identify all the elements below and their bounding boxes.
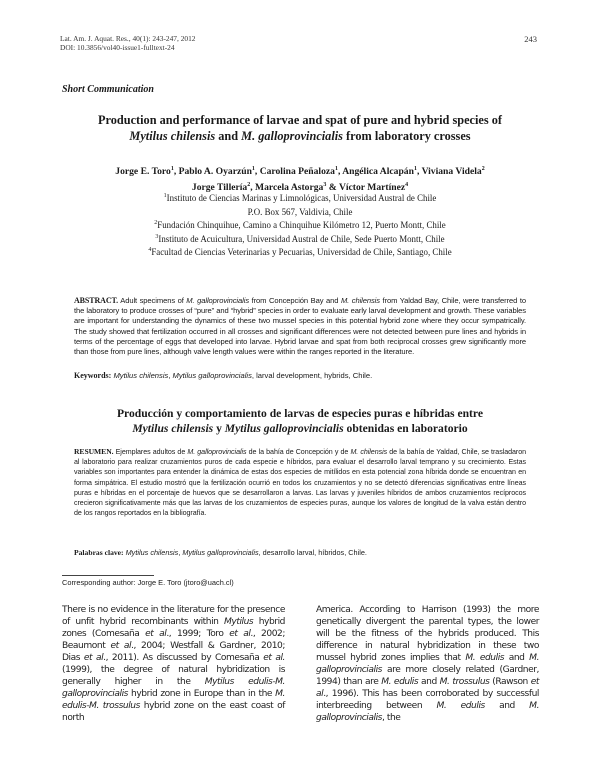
palabras-clave: Palabras clave: Mytilus chilensis, Mytilus galloprovincialis, desarrollo larval, híbridos, Chile.	[74, 548, 367, 557]
doi: DOI: 10.3856/vol40-issue1-fulltext-24	[60, 43, 175, 52]
body-column-left: There is no evidence in the literature for the presence of unfit hybrid recombinants within Mytilus hybrid zones (Comesaña et al., 1999; Toro et al., 2002; Beaumont et al., 2004; Westfall & Gardner, 2010; Dias et al., 2011). As discussed by Comesaña et al. (1999), the degree of natural hybridization is generally higher in the Mytilus edulis-M. galloprovincialis hybrid zone in Europe than in the M. edulis-M. trossulus hybrid zone on the east coast of north	[62, 605, 286, 724]
title-line-1: Production and performance of larvae and spat of pure and hybrid species of	[98, 113, 502, 127]
resumen-heading: RESUMEN.	[74, 447, 114, 456]
section-label: Short Communication	[62, 84, 154, 95]
palabras-clave-label: Palabras clave:	[74, 548, 124, 557]
title-species-2: M. galloprovincialis	[241, 129, 343, 143]
affiliation: $^2$Fundación Chinquihue, Camino a Chinquihue Kilómetro 12, Puerto Montt, Chile	[154, 220, 446, 231]
resumen: RESUMEN. Ejemplares adultos de M. galloprovincialis de la bahía de Concepción y de M. chilensis de la bahía de Yaldad, Chile, se trasladaron al laboratorio para realizar cruzamientos puros de cada especie e híbridos, para evaluar el desarrollo larval temprano y su crecimiento. Estas variables son importantes para entender la dinámica de estas dos especies de mitílidos en esta potencial zona híbrida donde se encuentran en forma simpátrica. El estudio mostró que la fertilización ocurrió en todos los cruzamientos y no se detectó diferencias significativas entre líneas puras e híbridas en el porcentaje de huevos que se desarrollaron a larvas. Las larvas y juveniles híbridos de ambos cruzamientos recíprocos crecieron significativamente más que las larvas de los cruzamientos de especies puras, aunque los valores de longitud de la valva están dentro de los rangos reportados en la bibliografía.	[74, 447, 527, 518]
author-line-2: Jorge Tillería$^2$, Marcela Astorga$^3$ & Víctor Martínez$^4$	[191, 181, 409, 193]
journal-citation: Lat. Am. J. Aquat. Res., 40(1): 243-247, 2012	[60, 34, 196, 43]
spanish-title-line-2: Mytilus chilensis y Mytilus galloprovincialis obtenidas en laboratorio	[132, 422, 468, 435]
author: Marcela Astorga$^3$	[255, 181, 327, 193]
title-line-2	[40, 128, 560, 144]
article-title	[40, 112, 560, 144]
corresponding-author: Corresponding author: Jorge E. Toro (jtoro@uach.cl)	[62, 578, 234, 587]
author: Jorge Tillería$^2$	[191, 181, 251, 193]
page-number: 243	[524, 34, 537, 44]
abstract: ABSTRACT. Adult specimens of M. galloprovincialis from Concepción Bay and M. chilensis from Yaldad Bay, Chile, were transferred to the laboratory to produce crosses of “pure” and “hybrid” species in order to evaluate early larval development and growth. These variables are important for understanding the dynamics of these two mussel species in this potential hybrid zone where they occur sympatrically. The study showed that fertilization occurred in all crosses and significant differences were not detected between pure lines and hybrids in terms of the percentage of eggs that developed into larvae. Hybrid larvae and spat from both reciprocal crosses grew significantly more than those from pure lines, although valve length values were within the ranges reported in the literature.	[74, 296, 526, 357]
author-line-1: Jorge E. Toro$^1$, Pablo A. Oyarzún$^1$, Carolina Peñaloza$^1$, Angélica Alcapán$^1$, Viviana Videla$^2$	[115, 166, 485, 178]
title-species-1: Mytilus chilensis	[129, 129, 216, 143]
author: Carolina Peñaloza$^1$	[259, 166, 338, 178]
affiliation: $^3$Instituto de Acuicultura, Universidad Austral de Chile, Sede Puerto Montt, Chile	[155, 233, 445, 244]
abstract-heading: ABSTRACT.	[74, 296, 119, 305]
keywords: Keywords: Mytilus chilensis, Mytilus galloprovincialis, larval development, hybrids, Chile.	[74, 371, 373, 380]
affiliations	[40, 191, 560, 259]
footnote-rule	[62, 575, 154, 576]
ampersand: &	[326, 181, 339, 193]
affiliation: $^1$Instituto de Ciencias Marinas y Limnológicas, Universidad Austral de Chile	[163, 192, 437, 203]
affiliation: P.O. Box 567, Valdivia, Chile	[247, 206, 353, 217]
body-column-right: America. According to Harrison (1993) the more genetically divergent the parental types, the lower will be the fitness of the hybrids produced. This difference in natural hybridization in these two mussel hybrid zones implies that M. edulis and M. galloprovincialis are more closely related (Gardner, 1994) than are M. edulis and M. trossulus (Rawson et al., 1996). This has been corroborated by successful interbreeding between M. edulis and M. galloprovincialis, the	[316, 605, 540, 724]
title-rest: from laboratory crosses	[342, 129, 471, 143]
keywords-label: Keywords:	[74, 371, 112, 380]
spanish-title	[60, 406, 540, 436]
author: Pablo A. Oyarzún$^1$	[178, 166, 255, 178]
author: Angélica Alcapán$^1$	[342, 166, 417, 178]
title-and: and	[215, 129, 242, 143]
author: Jorge E. Toro$^1$	[115, 166, 174, 178]
author: Viviana Videla$^2$	[421, 166, 485, 178]
author: Víctor Martínez$^4$	[338, 181, 409, 193]
running-header	[60, 34, 195, 52]
spanish-title-line-1: Producción y comportamiento de larvas de especies puras e híbridas entre	[116, 407, 484, 420]
affiliation: $^4$Facultad de Ciencias Veterinarias y Pecuarias, Universidad de Chile, Santiago, Chile	[148, 247, 452, 258]
author-list	[40, 163, 560, 194]
